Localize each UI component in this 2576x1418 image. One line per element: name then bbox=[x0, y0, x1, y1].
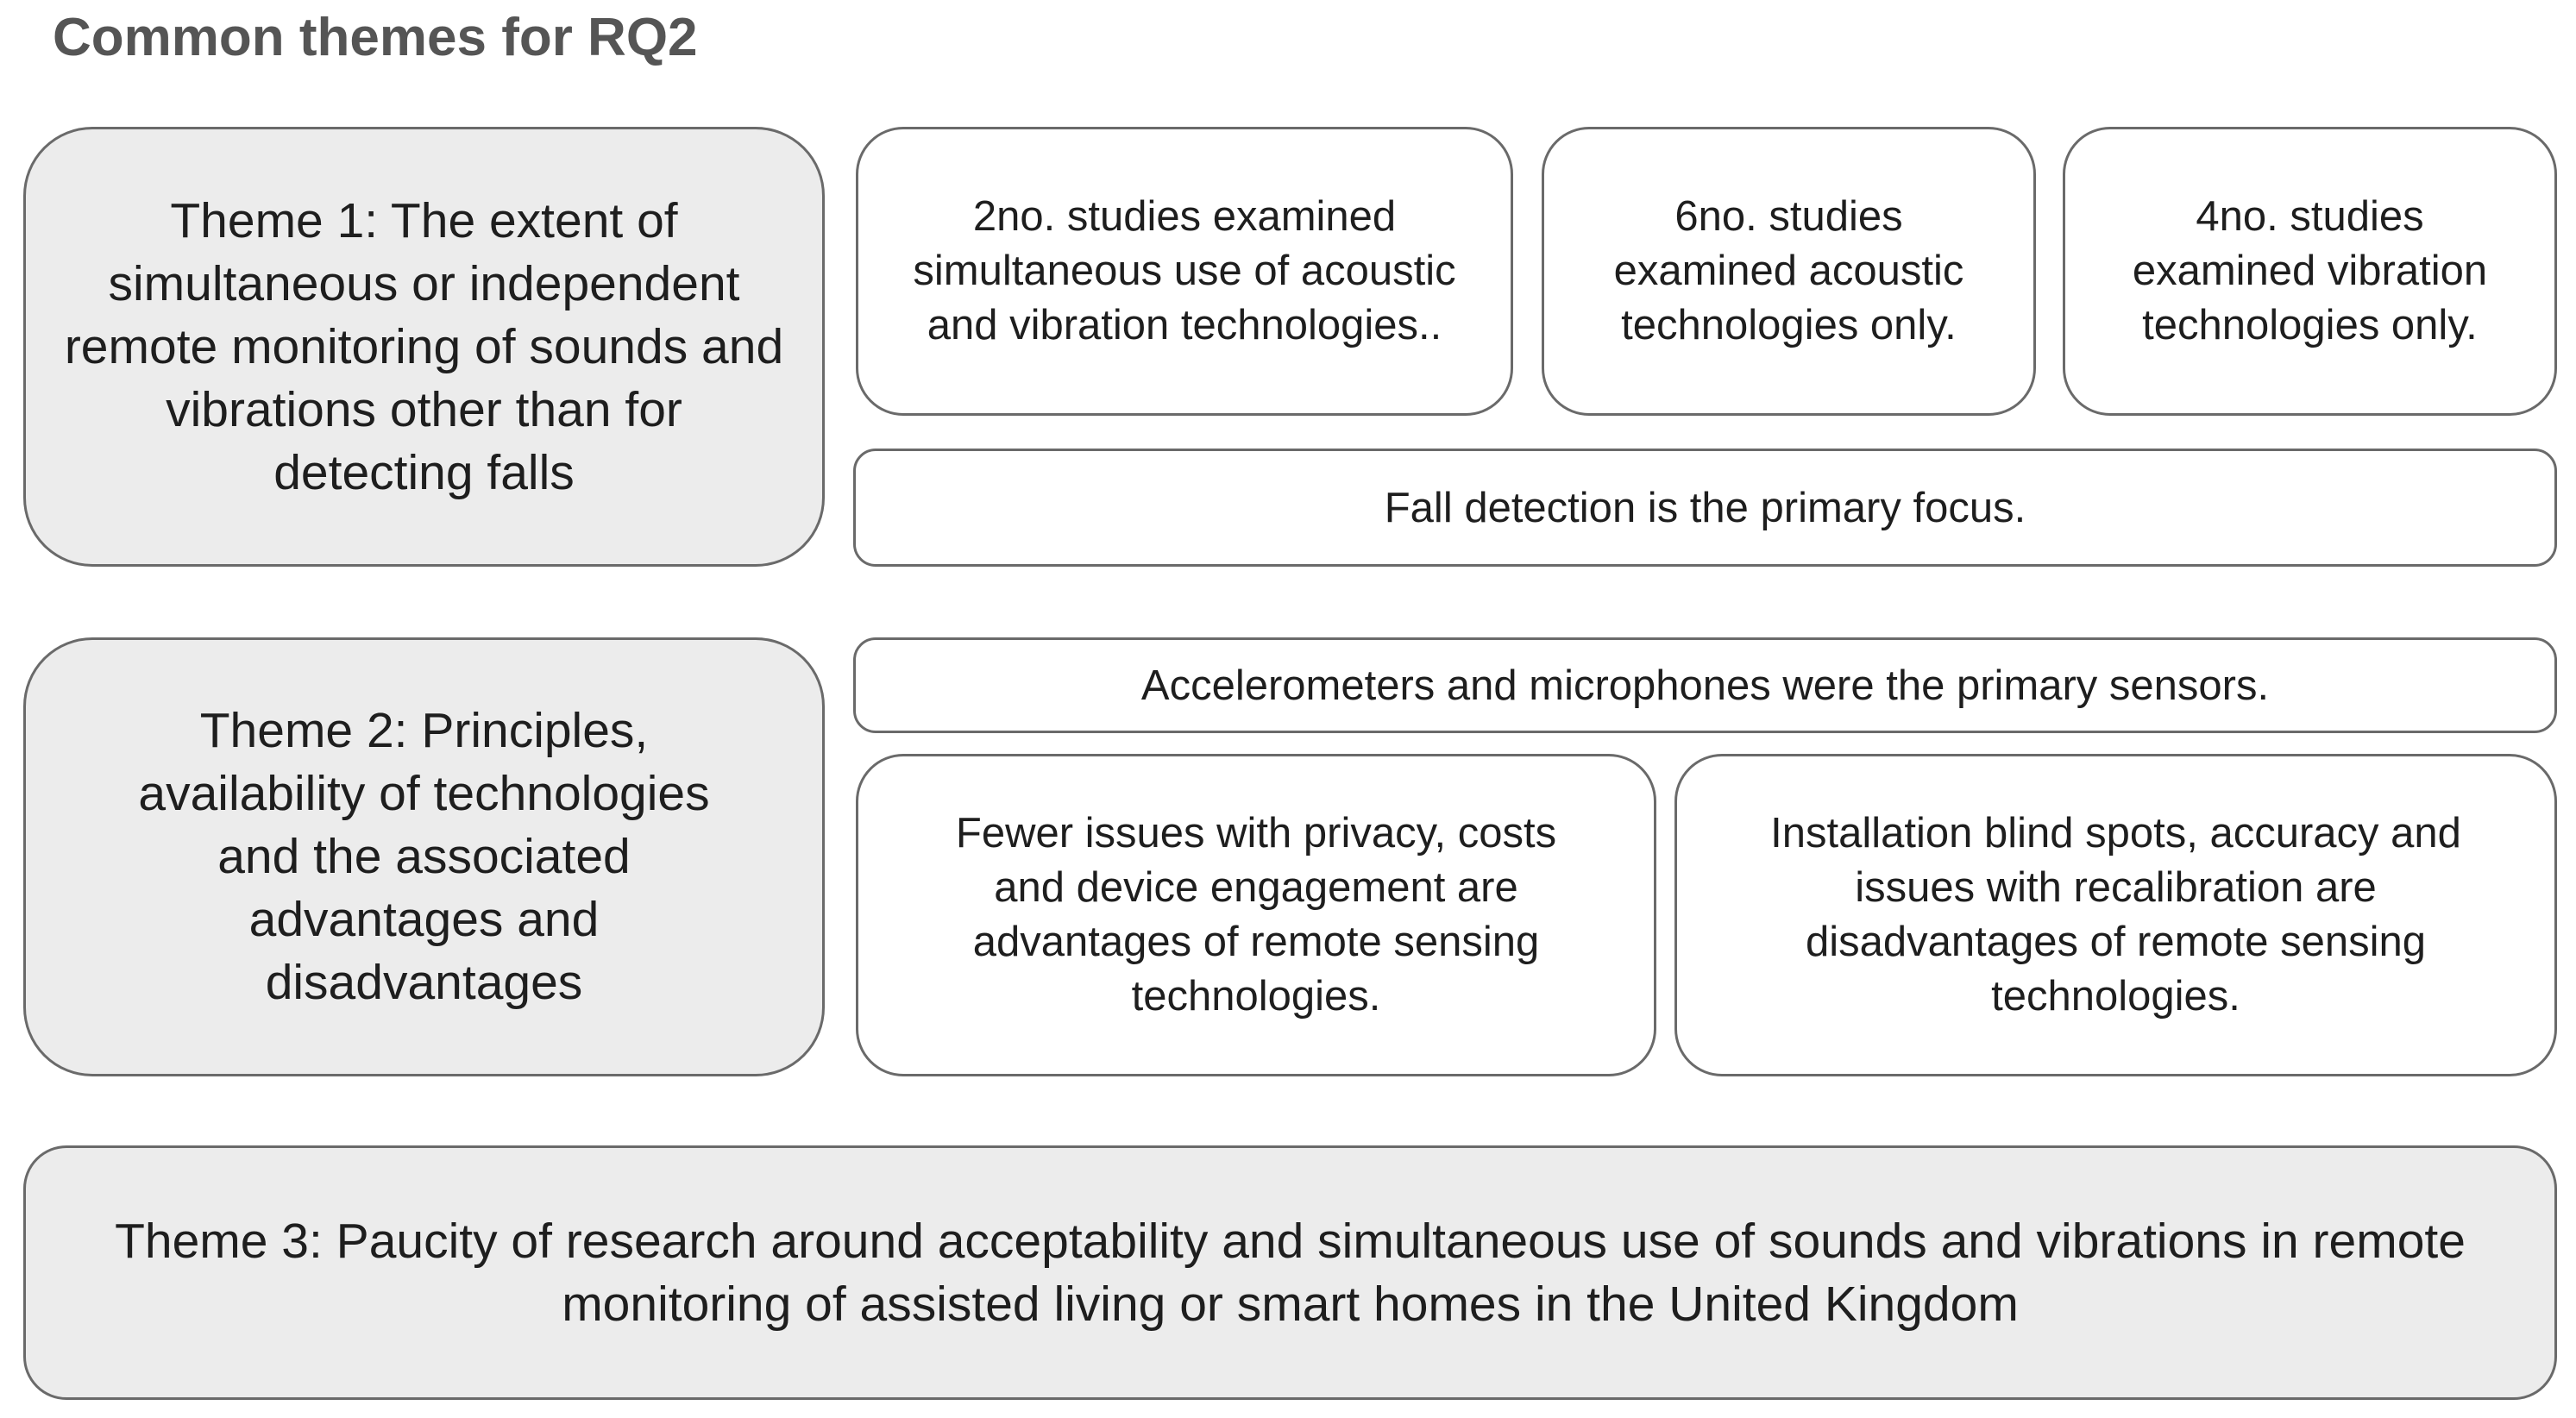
theme-1-box bbox=[23, 127, 825, 567]
theme-1-summary bbox=[853, 449, 2557, 567]
summary-text: Accelerometers and microphones were the primary sensors. bbox=[1140, 662, 2270, 709]
theme-1-finding-simultaneous bbox=[856, 127, 1513, 416]
summary-text: Fall detection is the primary focus. bbox=[1384, 484, 2026, 531]
theme-1-finding-acoustic bbox=[1542, 127, 2036, 416]
disadvantages-text: Installation blind spots, accuracy and issues with recalibration are disadvantages of remote sensing technologies. bbox=[1770, 810, 2461, 1020]
theme-2-summary bbox=[853, 637, 2557, 733]
theme-2-advantages bbox=[856, 754, 1656, 1076]
theme-2-label: Theme 2: Principles, availability of technologies and the associated advantages and disadvantages bbox=[138, 703, 710, 1010]
theme-2-disadvantages bbox=[1674, 754, 2557, 1076]
theme-1-label: Theme 1: The extent of simultaneous or independent remote monitoring of sounds and vibrations other than for detecting falls bbox=[64, 192, 784, 500]
finding-text: 2no. studies examined simultaneous use of acoustic and vibration technologies.. bbox=[913, 193, 1456, 348]
theme-3-box bbox=[23, 1145, 2557, 1400]
finding-text: 6no. studies examined acoustic technologies only. bbox=[1613, 193, 1964, 348]
diagram-title: Common themes for RQ2 bbox=[53, 8, 698, 67]
finding-text: 4no. studies examined vibration technologies only. bbox=[2132, 193, 2488, 348]
advantages-text: Fewer issues with privacy, costs and device engagement are advantages of remote sensing technologies. bbox=[955, 810, 1557, 1020]
theme-1-finding-vibration bbox=[2063, 127, 2557, 416]
theme-2-box bbox=[23, 637, 825, 1076]
theme-3-label: Theme 3: Paucity of research around acceptability and simultaneous use of sounds and vibrations in remote monitoring of assisted living or smart homes in the United Kingdom bbox=[115, 1213, 2466, 1332]
